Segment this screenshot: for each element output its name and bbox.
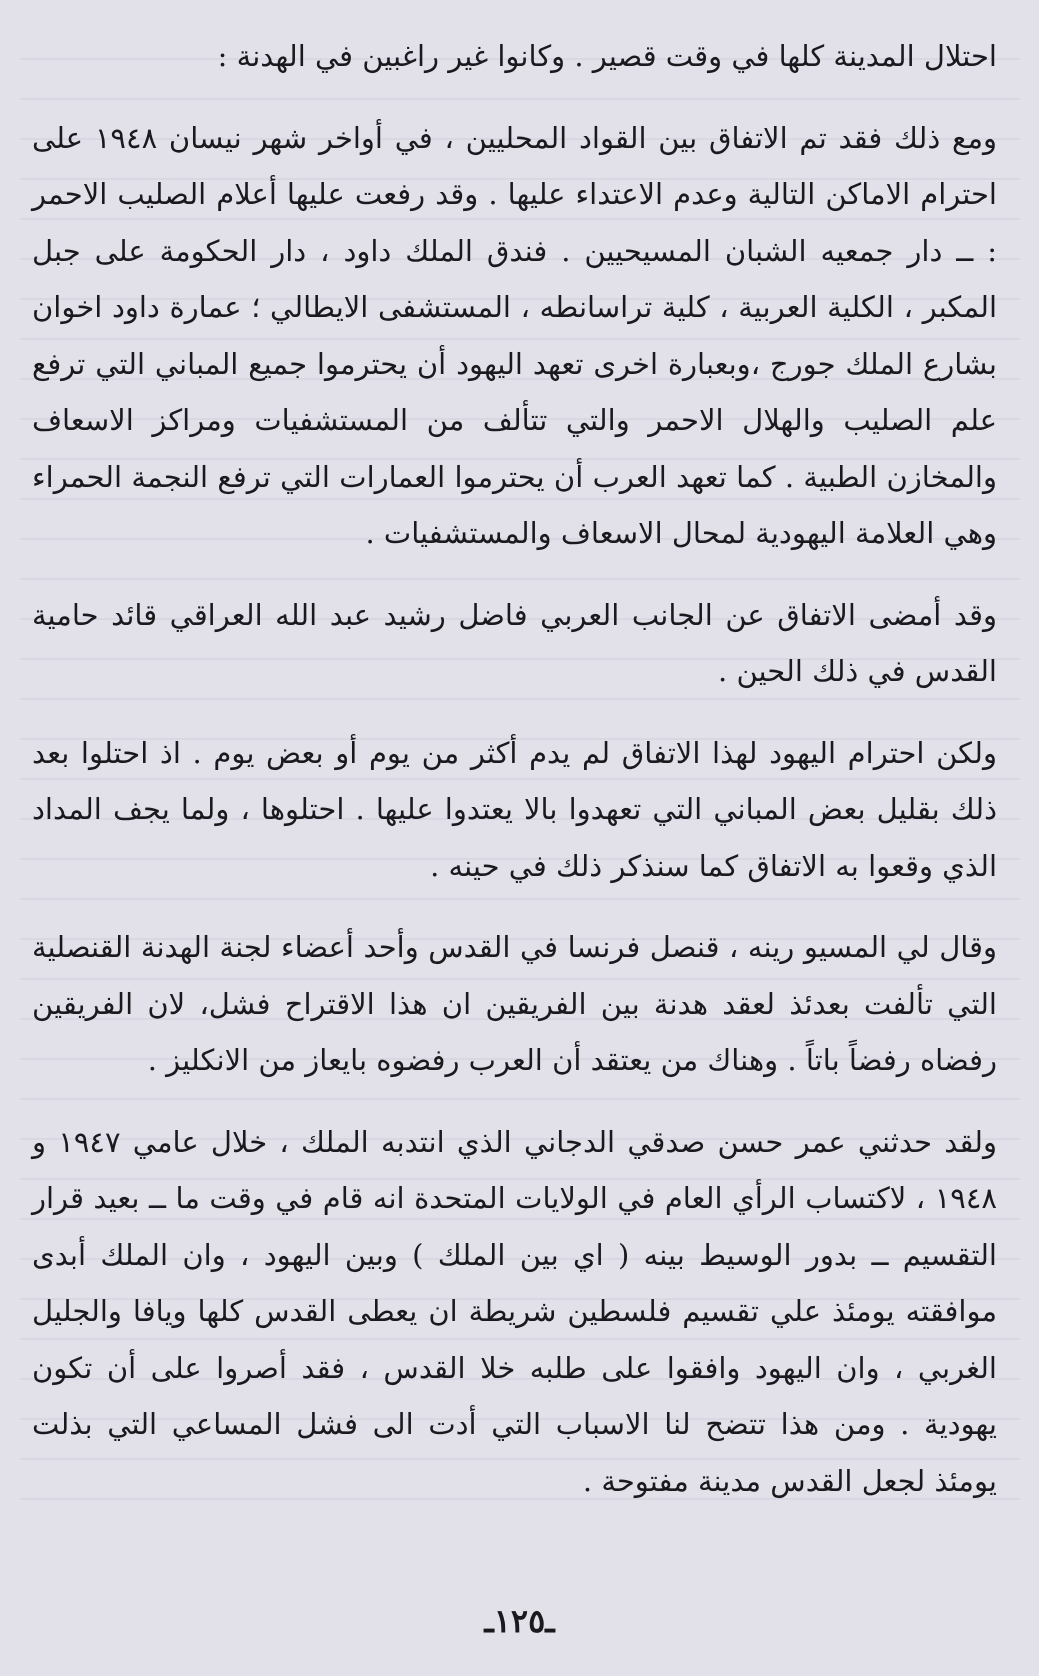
paragraph-4: ولكن احترام اليهود لهذا الاتفاق لم يدم أكثر من يوم أو بعض يوم . اذ احتلوا بعد ذلك بقليل بعض المباني التي تعهدوا بالا يعتدوا عليها . احتلوها ، ولما يجف المداد الذي وقعوا به الاتفاق كما سنذكر ذلك في حينه . bbox=[32, 735, 997, 883]
page-number: ـ١٢٥ـ bbox=[484, 1602, 555, 1640]
paragraph-1: احتلال المدينة كلها في وقت قصير . وكانوا غير راغبين في الهدنة : bbox=[217, 39, 997, 73]
body-text bbox=[32, 28, 997, 1534]
paragraph-6: ولقد حدثني عمر حسن صدقي الدجاني الذي انتدبه الملك ، خلال عامي ١٩٤٧ و ١٩٤٨ ، لاكتساب الرأي العام في الولايات المتحدة انه قام في وقت ما ــ بعيد قرار التقسيم ــ بدور الوسيط بينه ( اي بين الملك ) وبين اليهود ، وان الملك أبدى موافقته يومئذ علي تقسيم فلسطين شريطة ان يعطى القدس كلها ويافا والجليل الغربي ، وان اليهود وافقوا على طلبه خلا القدس ، فقد أصروا على أن تكون يهودية . ومن هذا تتضح لنا الاسباب التي أدت الى فشل المساعي التي بذلت يومئذ لجعل القدس مدينة مفتوحة . bbox=[32, 1124, 997, 1498]
paragraph-3: وقد أمضى الاتفاق عن الجانب العربي فاضل رشيد عبد الله العراقي قائد حامية القدس في ذلك الحين . bbox=[32, 597, 997, 688]
paragraph-2: ومع ذلك فقد تم الاتفاق بين القواد المحليين ، في أواخر شهر نيسان ١٩٤٨ على احترام الاماكن التالية وعدم الاعتداء عليها . وقد رفعت عليها أعلام الصليب الاحمر : ــ دار جمعيه الشبان المسيحيين . فندق الملك داود ، دار الحكومة على جبل المكبر ، الكلية العربية ، كلية تراسانطه ، المستشفى الايطالي ؛ عمارة داود اخوان بشارع الملك جورج ،وبعبارة اخرى تعهد اليهود أن يحترموا جميع المباني التي ترفع علم الصليب والهلال الاحمر والتي تتألف من المستشفيات ومراكز الاسعاف والمخازن الطبية . كما تعهد العرب أن يحترموا العمارات التي ترفع النجمة الحمراء وهي العلامة اليهودية لمحال الاسعاف والمستشفيات . bbox=[32, 120, 997, 550]
paragraph-5: وقال لي المسيو رينه ، قنصل فرنسا في القدس وأحد أعضاء لجنة الهدنة القنصلية التي تألفت بعدئذ لعقد هدنة بين الفريقين ان هذا الاقتراح فشل، لان الفريقين رفضاه رفضاً باتاً . وهناك من يعتقد أن العرب رفضوه بايعاز من الانكليز . bbox=[32, 930, 997, 1077]
